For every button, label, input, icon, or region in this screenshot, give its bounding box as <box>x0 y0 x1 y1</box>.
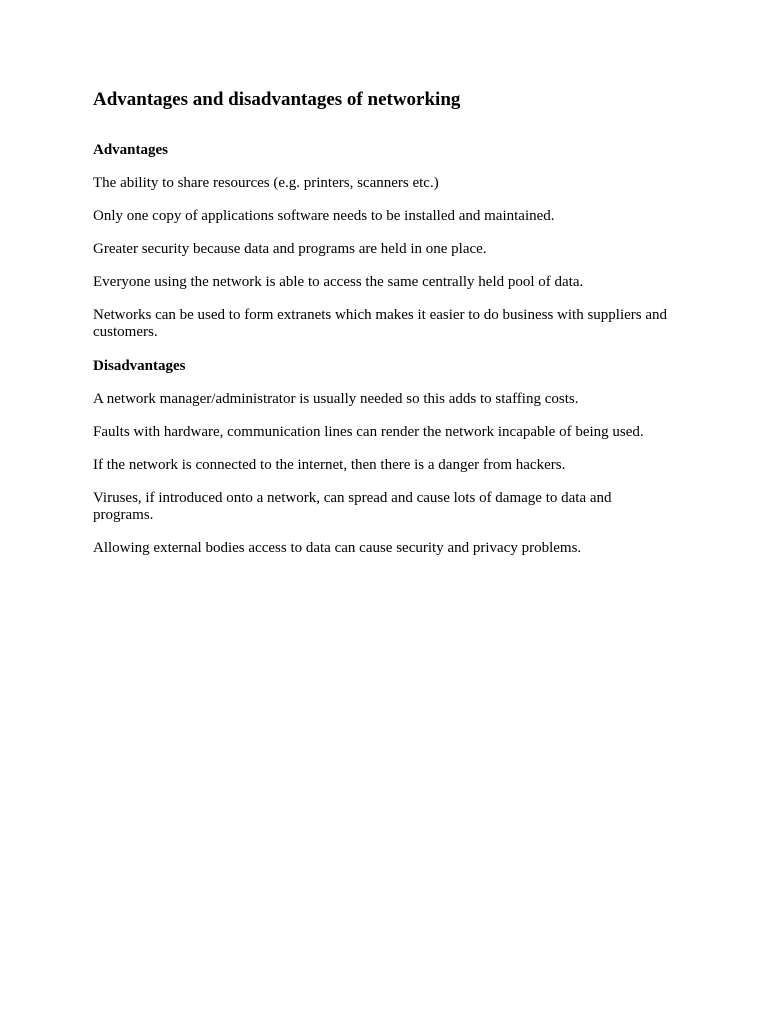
disadvantage-item: Faults with hardware, communication lines can render the network incapable of being used. <box>93 424 644 440</box>
advantage-item: Only one copy of applications software needs to be installed and maintained. <box>93 208 555 224</box>
advantage-item: Everyone using the network is able to access the same centrally held pool of data. <box>93 274 584 290</box>
disadvantage-item: Viruses, if introduced onto a network, can spread and cause lots of damage to data and programs. <box>93 490 612 523</box>
disadvantage-item: If the network is connected to the internet, then there is a danger from hackers. <box>93 457 566 473</box>
disadvantage-item: A network manager/administrator is usually needed so this adds to staffing costs. <box>93 391 579 407</box>
advantage-item: The ability to share resources (e.g. printers, scanners etc.) <box>93 175 439 191</box>
document-page <box>93 88 673 573</box>
document-title: Advantages and disadvantages of networking <box>93 89 461 110</box>
disadvantages-heading: Disadvantages <box>93 358 186 374</box>
advantages-section <box>93 141 673 341</box>
advantage-item: Greater security because data and programs are held in one place. <box>93 241 487 257</box>
disadvantages-section <box>93 357 673 557</box>
advantage-item: Networks can be used to form extranets which makes it easier to do business with suppliers and customers. <box>93 307 668 340</box>
disadvantage-item: Allowing external bodies access to data can cause security and privacy problems. <box>93 540 582 556</box>
advantages-heading: Advantages <box>93 142 169 158</box>
